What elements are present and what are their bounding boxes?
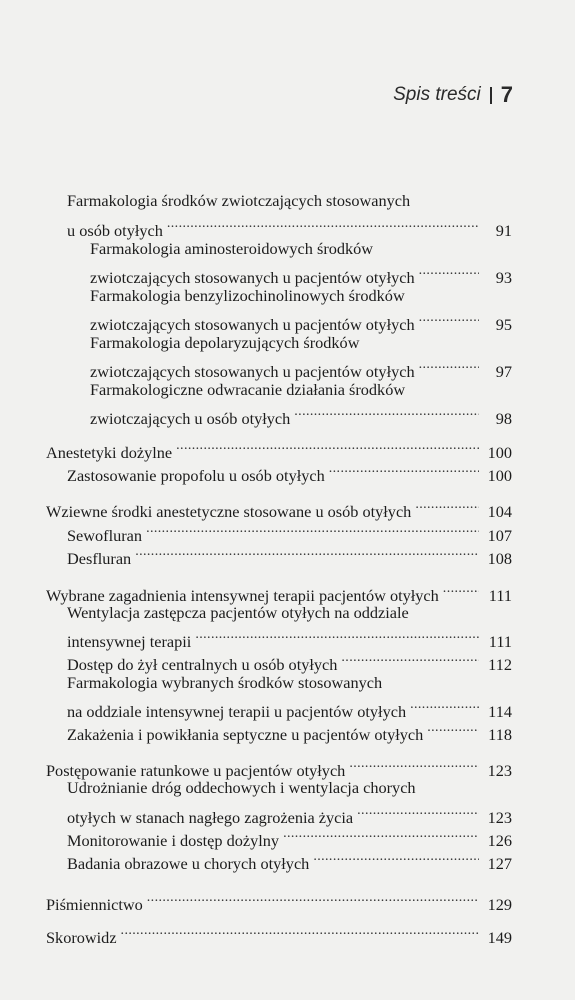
toc-page-number: 104 — [487, 502, 512, 521]
toc-entry-text: na oddziale intensywnej terapii u pacjentów otyłych — [67, 702, 407, 721]
toc-entry — [46, 435, 512, 462]
toc-page-number: 149 — [487, 928, 512, 947]
dot-leader — [176, 435, 479, 458]
toc-entry — [90, 284, 512, 307]
toc-entry — [67, 458, 512, 485]
dot-leader — [147, 887, 479, 910]
toc-entry — [90, 260, 512, 287]
toc-entry-text: Farmakologia depolaryzujących środków — [90, 333, 360, 352]
dot-leader — [167, 213, 479, 236]
toc-page-number: 114 — [488, 702, 512, 721]
toc-entry-text: zwiotczających u osób otyłych — [90, 409, 291, 428]
toc-entry-text: u osób otyłych — [67, 221, 163, 240]
toc-page-number: 100 — [487, 443, 512, 462]
toc-page-number: 112 — [488, 655, 512, 674]
toc-entry-text: Zakażenia i powikłania septyczne u pacjentów otyłych — [67, 725, 424, 744]
toc-entry-text: Monitorowanie i dostęp dożylny — [67, 831, 280, 850]
toc-page-number: 129 — [487, 895, 512, 914]
toc-entry-text: Farmakologia aminosteroidowych środków — [90, 239, 374, 258]
toc-entry — [67, 541, 512, 568]
toc-entry — [46, 887, 512, 914]
toc-entry-text: Piśmiennictwo — [46, 895, 143, 914]
toc-page-number: 118 — [488, 725, 512, 744]
toc-entry — [90, 378, 512, 401]
dot-leader — [341, 647, 479, 670]
toc-page-number: 127 — [487, 854, 512, 873]
toc-entry — [67, 518, 512, 545]
dot-leader — [419, 307, 479, 330]
toc-entry-text: zwiotczających stosowanych u pacjentów otyłych — [90, 268, 415, 287]
toc-page-number: 123 — [487, 761, 512, 780]
toc-page-number: 91 — [495, 221, 512, 240]
toc-entry — [46, 494, 512, 521]
toc-entry — [46, 578, 512, 605]
dot-leader — [146, 518, 479, 541]
dot-leader — [121, 920, 479, 943]
toc-entry — [90, 354, 512, 381]
toc-entry — [67, 213, 512, 240]
dot-leader — [419, 260, 479, 283]
toc-entry-text: Farmakologia benzylizochinolinowych środków — [90, 286, 405, 305]
toc-entry-text: zwiotczających stosowanych u pacjentów otyłych — [90, 362, 415, 381]
dot-leader — [415, 494, 479, 517]
toc-entry — [67, 694, 512, 721]
toc-entry — [67, 671, 512, 694]
page-number: 7 — [500, 82, 513, 107]
toc-entry-text: Udrożnianie dróg oddechowych i wentylacja chorych — [67, 778, 416, 797]
toc-entry — [90, 401, 512, 428]
toc-entry-text: Farmakologia wybranych środków stosowanych — [67, 673, 383, 692]
toc-page-number: 111 — [488, 586, 512, 605]
dot-leader — [313, 846, 479, 869]
dot-leader — [283, 823, 479, 846]
toc-page-number: 97 — [495, 362, 512, 381]
toc-page-number: 93 — [495, 268, 512, 287]
dot-leader — [427, 717, 479, 740]
toc-page-number: 107 — [487, 526, 512, 545]
toc-entry-text: Wentylacja zastępcza pacjentów otyłych na oddziale — [67, 603, 409, 622]
running-header-title: Spis treści — [393, 84, 481, 105]
toc-page-number: 108 — [487, 549, 512, 568]
dot-leader — [419, 354, 479, 377]
toc-entry-text: Dostęp do żył centralnych u osób otyłych — [67, 655, 338, 674]
toc-entry — [67, 189, 512, 212]
toc-entry — [67, 823, 512, 850]
dot-leader — [357, 800, 479, 823]
toc-page-number: 111 — [488, 632, 512, 651]
toc-entry — [67, 624, 512, 651]
dot-leader — [443, 578, 479, 601]
toc-entry-text: Wybrane zagadnienia intensywnej terapii pacjentów otyłych — [46, 586, 439, 605]
toc-entry-text: Skorowidz — [46, 928, 117, 947]
toc-entry — [46, 753, 512, 780]
toc-entry-text: Wziewne środki anestetyczne stosowane u osób otyłych — [46, 502, 412, 521]
toc-entry — [67, 800, 512, 827]
toc-entry — [90, 307, 512, 334]
toc-entry-text: zwiotczających stosowanych u pacjentów otyłych — [90, 315, 415, 334]
toc-entry-text: otyłych w stanach nagłego zagrożenia życia — [67, 808, 354, 827]
toc-page-number: 123 — [487, 808, 512, 827]
toc-entry-text: Postępowanie ratunkowe u pacjentów otyłych — [46, 761, 346, 780]
toc-entry — [67, 776, 512, 799]
dot-leader — [294, 401, 479, 424]
toc-entry-text: Sewofluran — [67, 526, 143, 545]
toc-entry-text: Zastosowanie propofolu u osób otyłych — [67, 466, 325, 485]
dot-leader — [349, 753, 479, 776]
toc-entry-text: Farmakologia środków zwiotczających stosowanych — [67, 191, 411, 210]
toc-entry — [67, 846, 512, 873]
toc-entry — [46, 920, 512, 947]
toc-page-number: 95 — [495, 315, 512, 334]
toc-page-number: 98 — [495, 409, 512, 428]
toc-page-number: 126 — [487, 831, 512, 850]
dot-leader — [195, 624, 479, 647]
toc-entry — [67, 601, 512, 624]
toc-entry-text: Farmakologiczne odwracanie działania środków — [90, 380, 406, 399]
dot-leader — [410, 694, 479, 717]
toc-entry — [67, 647, 512, 674]
toc-entry-text: Anestetyki dożylne — [46, 443, 173, 462]
dot-leader — [329, 458, 479, 481]
toc-entry — [67, 717, 512, 744]
toc-entry-text: Badania obrazowe u chorych otyłych — [67, 854, 310, 873]
toc-entry — [90, 237, 512, 260]
toc-page-number: 100 — [487, 466, 512, 485]
toc-entry-text: Desfluran — [67, 549, 132, 568]
toc-entry-text: intensywnej terapii — [67, 632, 192, 651]
toc-entry — [90, 331, 512, 354]
dot-leader — [135, 541, 479, 564]
